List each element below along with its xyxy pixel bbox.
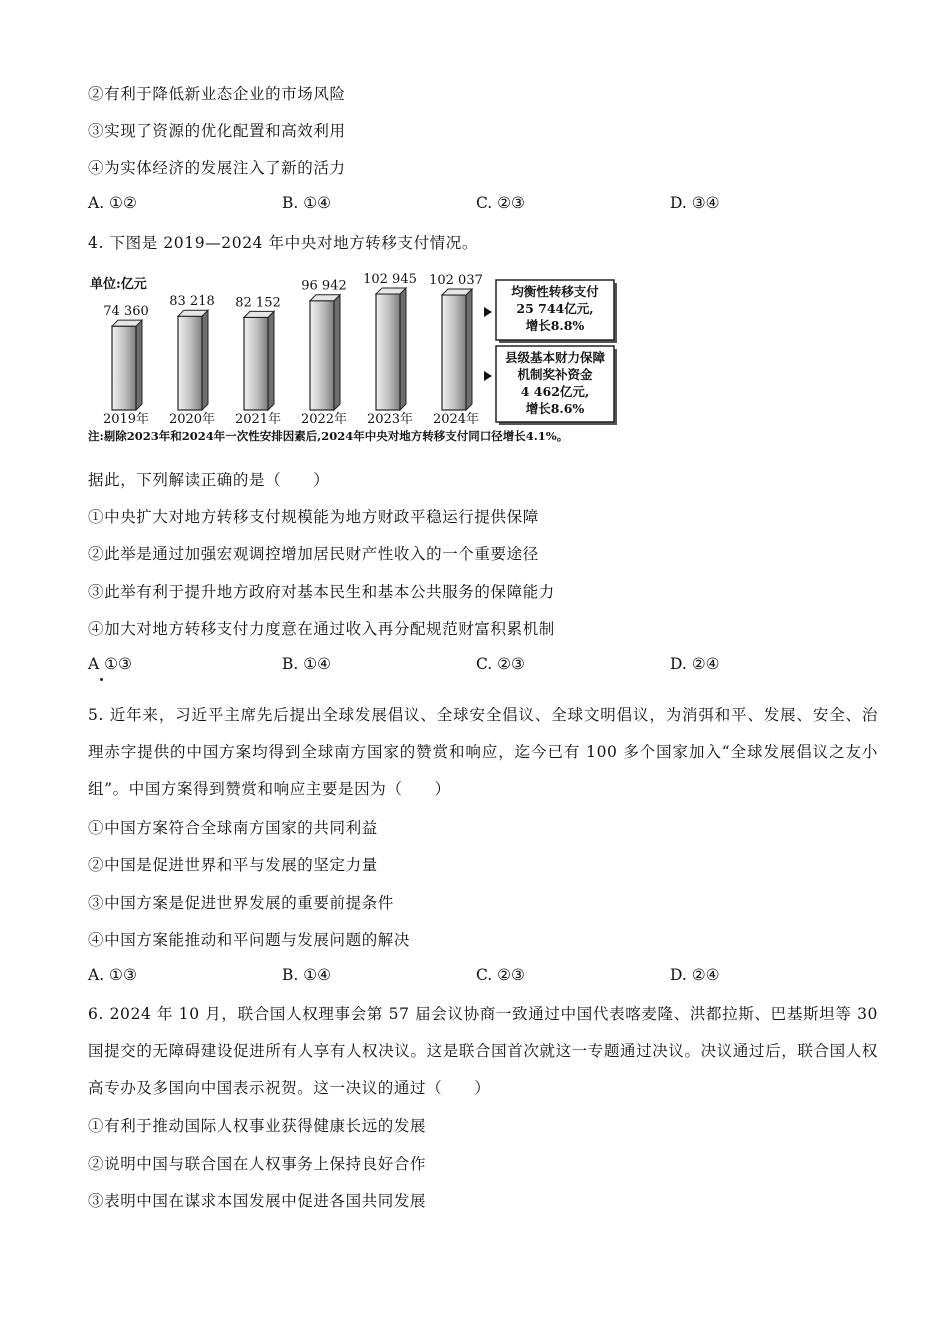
bar-value-label: 83 218: [169, 294, 215, 310]
q6-item-1: ①有利于推动国际人权事业获得健康长远的发展: [88, 1117, 427, 1135]
q3-item-4: ④为实体经济的发展注入了新的活力: [88, 159, 346, 177]
q5-item-1: ①中国方案符合全球南方国家的共同利益: [88, 819, 378, 837]
bar-value-label: 74 360: [103, 304, 149, 320]
bar-2020年: [178, 316, 202, 410]
transfer-payment-chart: [86, 264, 656, 454]
q3-option-c[interactable]: C. ②③: [476, 194, 525, 212]
bar-side-1: [202, 310, 208, 410]
bar-value-label: 102 037: [429, 272, 483, 288]
bar-top-1: [178, 310, 208, 316]
bar-2022年: [310, 301, 334, 410]
callout-text: 增长8.6%: [525, 401, 585, 416]
q3-option-a[interactable]: A. ①②: [88, 194, 137, 212]
bar-top-3: [310, 295, 340, 301]
q4-item-3: ③此举有利于提升地方政府对基本民生和基本公共服务的保障能力: [88, 583, 555, 601]
bar-side-2: [268, 311, 274, 410]
callout-text: 均衡性转移支付: [511, 284, 599, 299]
bar-2024年: [442, 295, 466, 410]
bar-top-2: [244, 311, 274, 317]
q4-item-4: ④加大对地方转移支付力度意在通过收入再分配规范财富积累机制: [88, 620, 555, 638]
q3-option-b[interactable]: B. ①④: [282, 194, 332, 212]
bar-value-label: 102 945: [363, 271, 417, 287]
q4-option-d[interactable]: D. ②④: [670, 655, 720, 673]
bar-side-0: [136, 320, 142, 410]
bar-side-4: [400, 288, 406, 410]
q5-item-4: ④中国方案能推动和平问题与发展问题的解决: [88, 931, 411, 949]
q3-item-2: ②有利于降低新业态企业的市场风险: [88, 85, 346, 103]
x-tick-label: 2021年: [234, 412, 282, 427]
bar-value-label: 96 942: [301, 278, 347, 294]
callout-text: 县级基本财力保障: [504, 350, 606, 365]
bar-top-5: [442, 289, 472, 295]
callout-text: 机制奖补资金: [517, 367, 593, 382]
callout-text: 增长8.8%: [525, 318, 585, 333]
q4-option-a[interactable]: A ①③: [88, 655, 132, 673]
q4-stem: 4. 下图是 2019—2024 年中央对地方转移支付情况。: [88, 234, 478, 252]
x-tick-label: 2022年: [300, 412, 348, 427]
stray-dot: [100, 678, 103, 681]
q4-item-2: ②此举是通过加强宏观调控增加居民财产性收入的一个重要途径: [88, 545, 539, 563]
x-tick-label: 2024年: [432, 412, 480, 427]
q4-item-1: ①中央扩大对地方转移支付规模能为地方财政平稳运行提供保障: [88, 508, 539, 526]
q6-item-3: ③表明中国在谋求本国发展中促进各国共同发展: [88, 1192, 427, 1210]
callout-text: 4 462亿元,: [520, 384, 590, 399]
q5-option-a[interactable]: A. ①③: [88, 966, 137, 984]
q4-option-b[interactable]: B. ①④: [282, 655, 332, 673]
q6-stem: 6. 2024 年 10 月，联合国人权理事会第 57 届会议协商一致通过中国代表喀麦隆、洪都拉斯、巴基斯坦等 30 国提交的无障碍建设促进所有人享有人权决议。这是联合国首次就这一专题通过决议。决议通过后，联合国人权高专办及多国向中国表示祝贺。这一决议的通过（ ）: [88, 1005, 878, 1097]
chart-unit-label: 单位:亿元: [90, 277, 147, 292]
x-tick-label: 2020年: [168, 412, 216, 427]
bar-side-5: [466, 289, 472, 410]
chart-note: 注:剔除2023年和2024年一次性安排因素后,2024年中央对地方转移支付同口径增长4.1%。: [88, 429, 569, 443]
q3-option-d[interactable]: D. ③④: [670, 194, 720, 212]
bar-2021年: [244, 317, 268, 410]
q5-option-c[interactable]: C. ②③: [476, 966, 525, 984]
q3-item-3: ③实现了资源的优化配置和高效利用: [88, 122, 346, 140]
callout-arrow-1: [484, 371, 492, 381]
callout-arrow-0: [484, 307, 492, 317]
x-tick-label: 2019年: [102, 412, 150, 427]
q5-item-3: ③中国方案是促进世界发展的重要前提条件: [88, 894, 394, 912]
q4-option-c[interactable]: C. ②③: [476, 655, 525, 673]
bar-value-label: 82 152: [235, 295, 281, 311]
bar-top-0: [112, 320, 142, 326]
callout-text: 25 744亿元,: [516, 301, 594, 316]
bar-2019年: [112, 326, 136, 410]
x-tick-label: 2023年: [366, 412, 414, 427]
q6-item-2: ②说明中国与联合国在人权事务上保持良好合作: [88, 1155, 427, 1173]
q5-stem: 5. 近年来，习近平主席先后提出全球发展倡议、全球安全倡议、全球文明倡议，为消弭和平、发展、安全、治理赤字提供的中国方案均得到全球南方国家的赞赏和响应，迄今已有 100 多个国家加入“全球发展倡议之友小组”。中国方案得到赞赏和响应主要是因为（ ）: [88, 706, 878, 798]
bar-top-4: [376, 288, 406, 294]
bar-side-3: [334, 295, 340, 410]
q4-prompt: 据此，下列解读正确的是（ ）: [88, 471, 330, 489]
q5-item-2: ②中国是促进世界和平与发展的坚定力量: [88, 856, 378, 874]
q5-option-b[interactable]: B. ①④: [282, 966, 332, 984]
bar-2023年: [376, 294, 400, 410]
q5-option-d[interactable]: D. ②④: [670, 966, 720, 984]
